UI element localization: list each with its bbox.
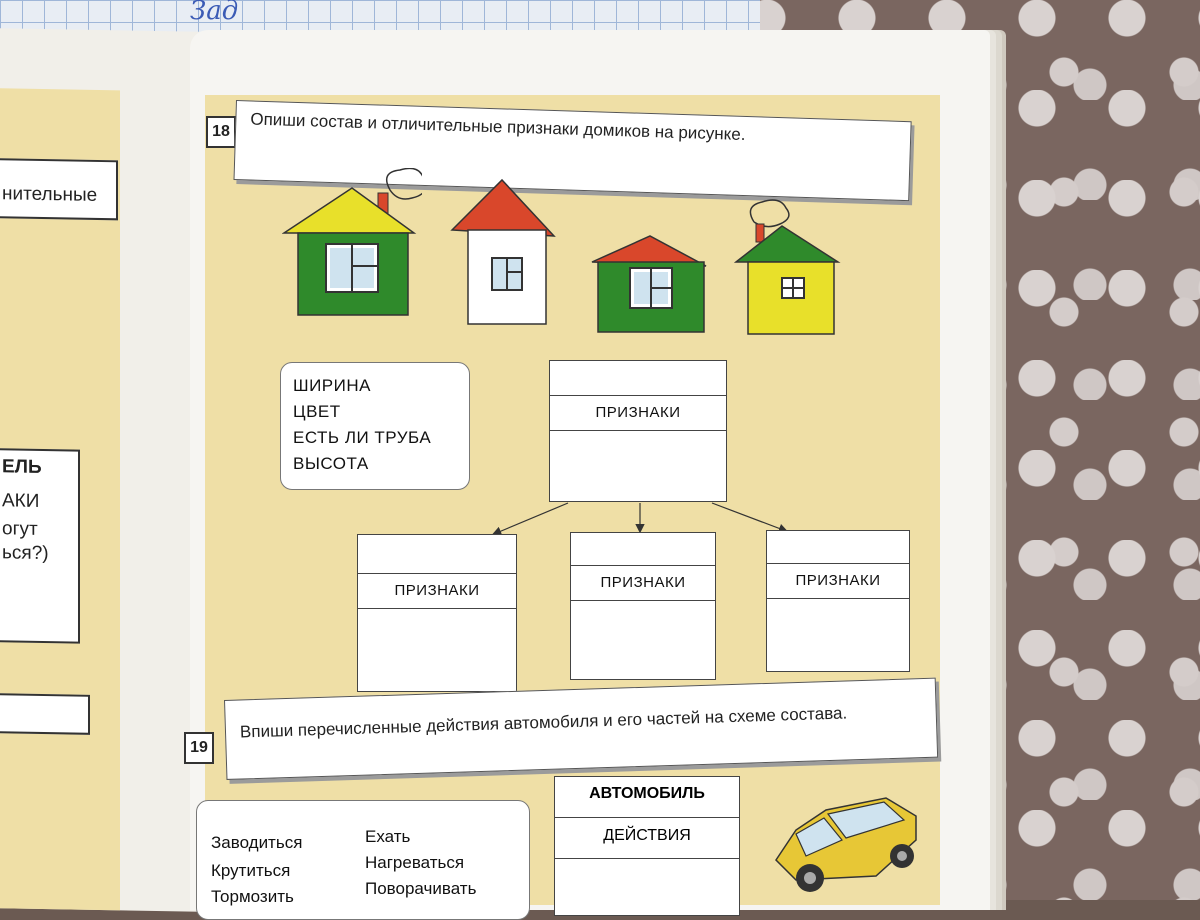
task-number: 19 (184, 732, 214, 764)
scheme-label: ПРИЗНАКИ (767, 563, 909, 599)
actions-word-box (196, 800, 530, 920)
task-instruction: Впиши перечисленные действия автомобиля и его частей на схеме состава. (224, 678, 938, 780)
scheme-child-box (357, 534, 517, 692)
criteria-item: ЦВЕТ (293, 402, 341, 421)
criteria-box (280, 362, 470, 490)
left-page-text: ЕЛЬ (2, 456, 42, 478)
left-page-text: ься?) (2, 542, 49, 565)
left-page (0, 28, 200, 911)
scheme-label: ПРИЗНАКИ (550, 395, 726, 431)
scheme-child-box (570, 532, 716, 680)
criteria-item: ШИРИНА (293, 376, 371, 395)
scheme-label: ПРИЗНАКИ (358, 573, 516, 609)
action-word: Крутиться (211, 861, 291, 880)
left-page-box (0, 693, 90, 735)
white-house-red-roof (450, 178, 560, 328)
green-house-yellow-roof (282, 168, 422, 318)
criteria-item: ВЫСОТА (293, 454, 369, 473)
car-box-title: АВТОМОБИЛЬ (589, 785, 705, 802)
action-word: Ехать (365, 827, 411, 846)
task-number: 18 (206, 116, 236, 148)
left-page-text: огут (2, 518, 38, 540)
action-word: Нагреваться (365, 853, 465, 872)
scheme-child-box (766, 530, 910, 672)
action-word: Заводиться (211, 833, 303, 852)
action-word: Поворачивать (365, 879, 477, 898)
car-scheme-box (554, 776, 740, 916)
yellow-house-green-roof (734, 198, 844, 338)
handwritten-note: Зад (190, 0, 239, 26)
scheme-root-box (549, 360, 727, 502)
action-word: Тормозить (211, 887, 294, 906)
left-page-text: нительные (2, 183, 98, 206)
green-house-red-roof (590, 232, 710, 336)
task-instruction: Опиши состав и отличительные признаки домиков на рисунке. (233, 100, 911, 201)
car-box-label: ДЕЙСТВИЯ (555, 817, 739, 859)
left-page-text: АКИ (2, 490, 40, 512)
car-illustration (766, 780, 926, 900)
scheme-label: ПРИЗНАКИ (571, 565, 715, 601)
criteria-item: ЕСТЬ ЛИ ТРУБА (293, 428, 432, 447)
